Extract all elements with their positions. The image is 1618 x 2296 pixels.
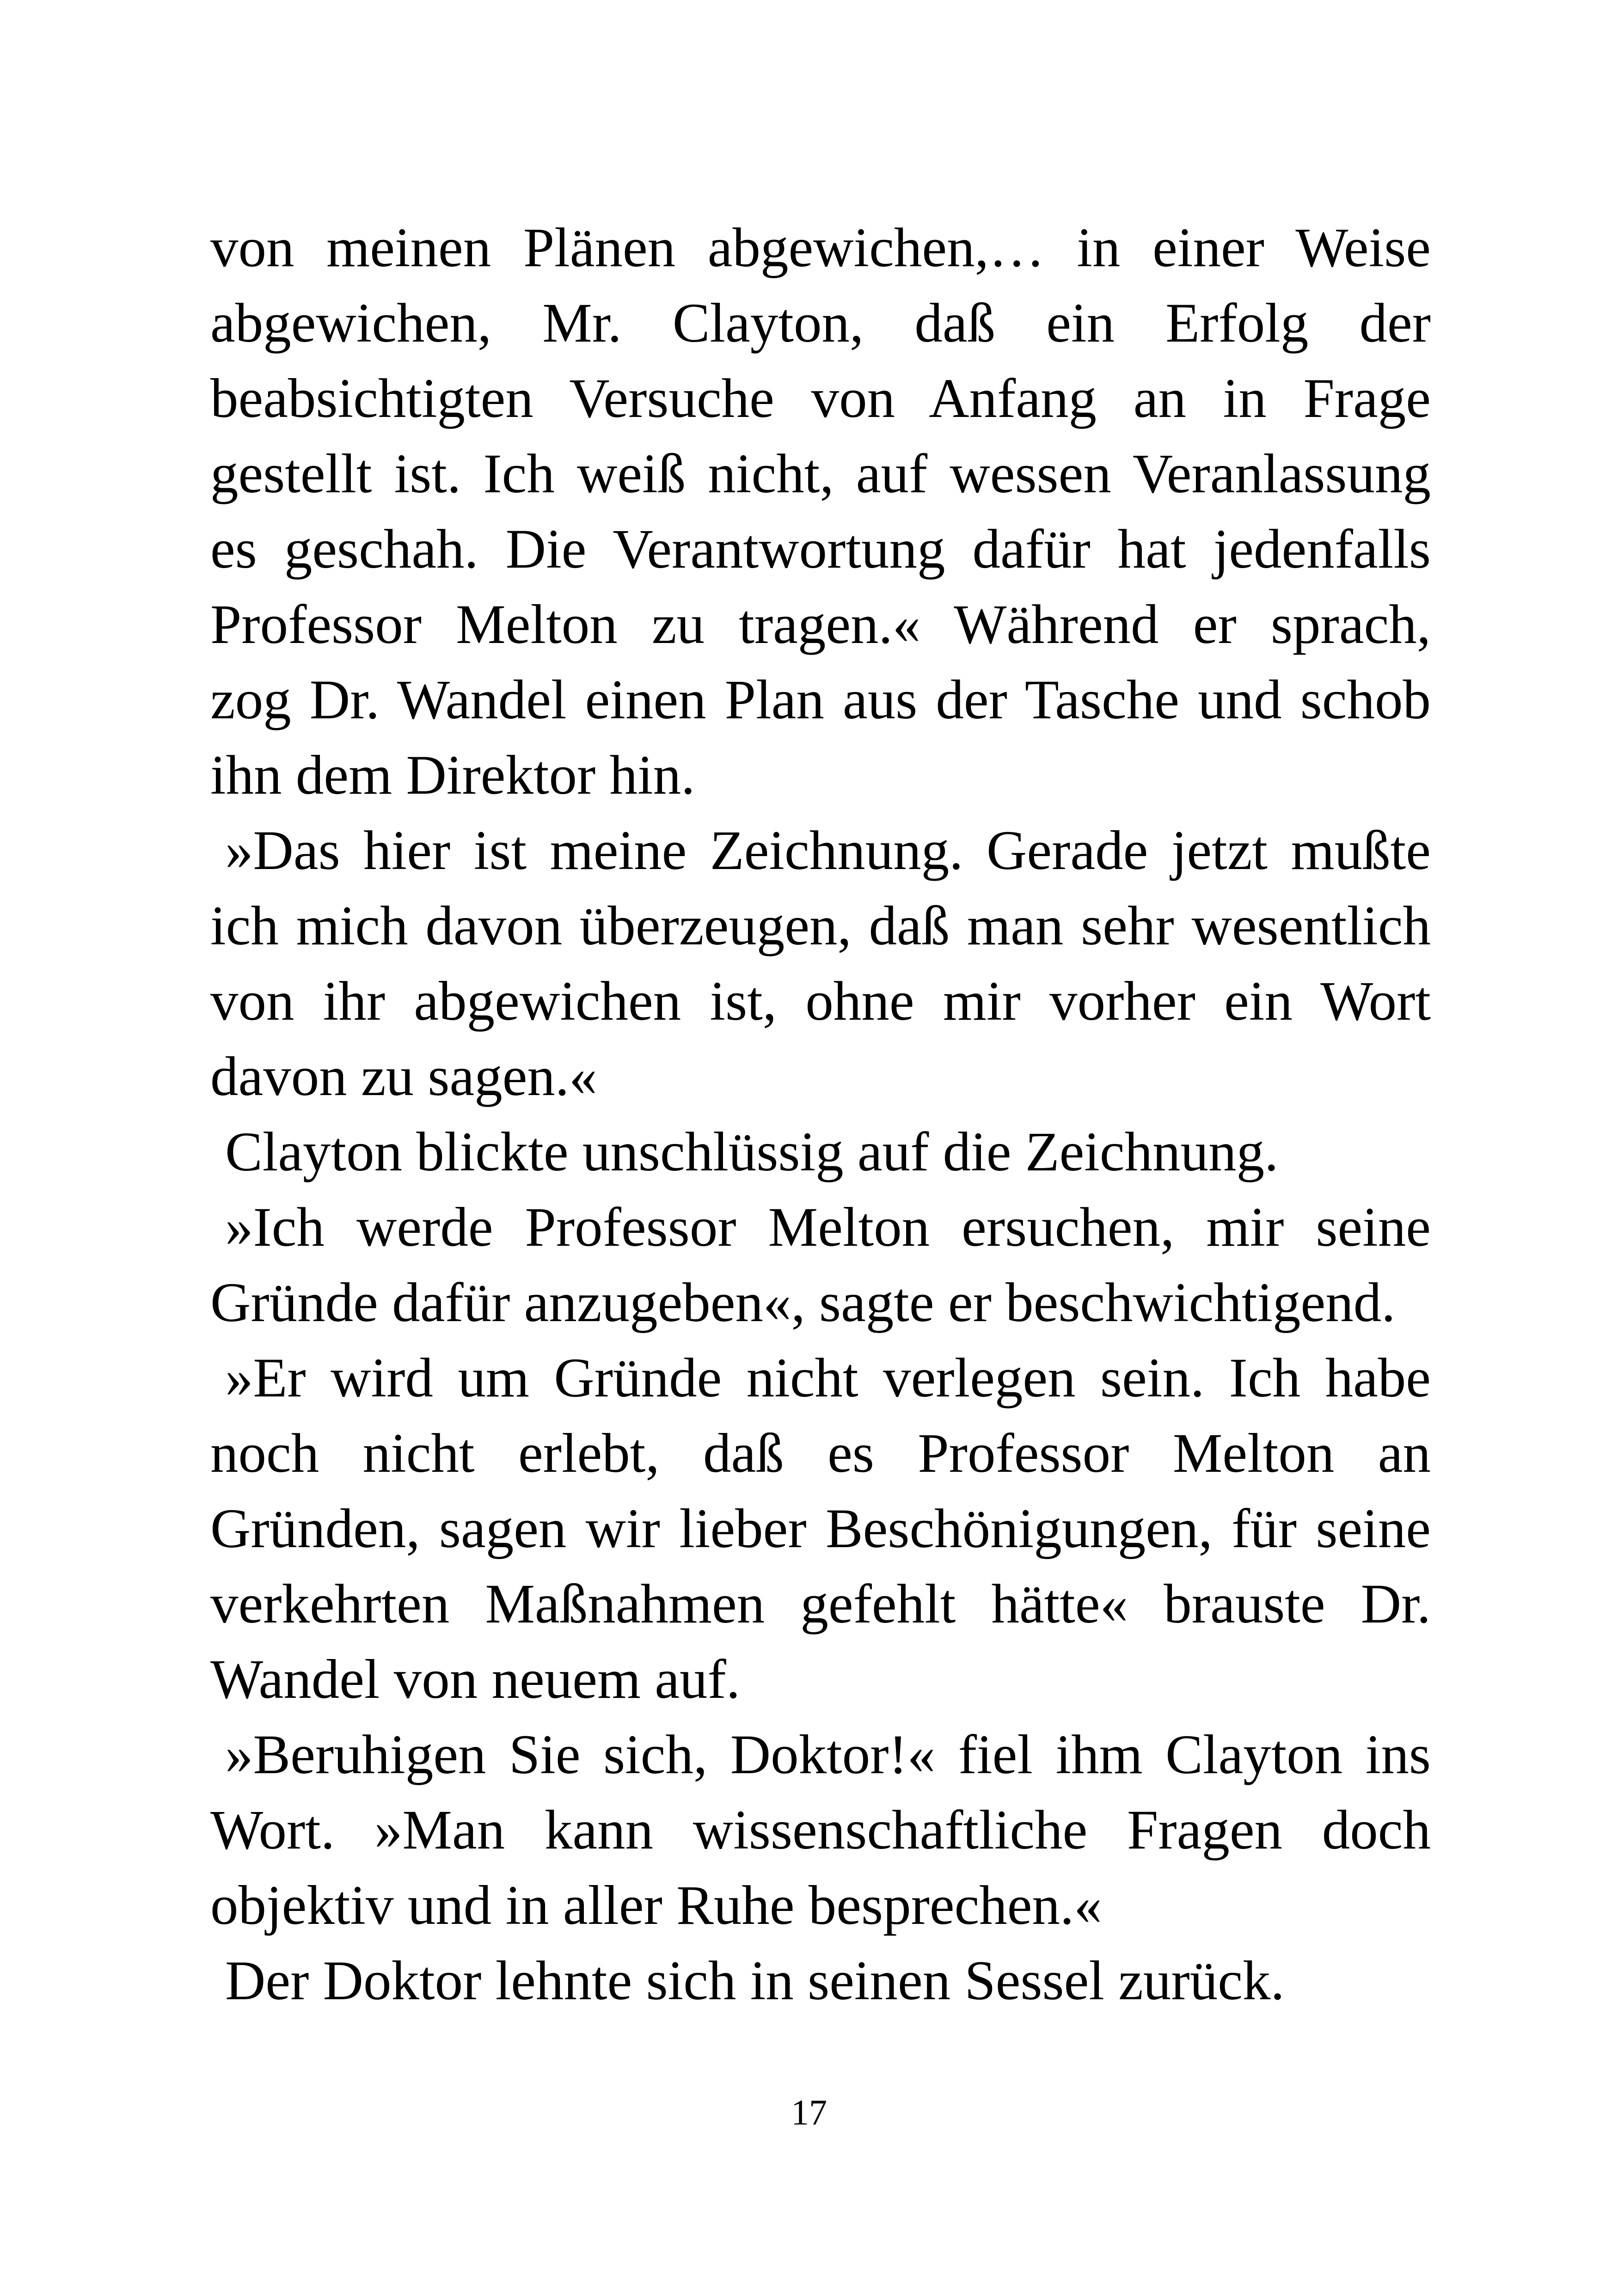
text-line: abgewichen, Mr. Clayton, daß ein Erfolg der: [210, 292, 1431, 354]
text-line: »Das hier ist meine Zeichnung. Gerade jetzt mußte: [225, 820, 1431, 882]
text-line: Clayton blickte unschlüssig auf die Zeichnung.: [225, 1121, 1279, 1183]
text-line: zog Dr. Wandel einen Plan aus der Tasche und schob: [210, 669, 1431, 731]
text-line: Gründen, sagen wir lieber Beschönigungen, für seine: [210, 1498, 1431, 1560]
text-line: »Beruhigen Sie sich, Doktor!« fiel ihm Clayton ins: [225, 1724, 1431, 1786]
text-line: verkehrten Maßnahmen gefehlt hätte« brauste Dr.: [210, 1573, 1431, 1635]
text-line: Gründe dafür anzugeben«, sagte er beschwichtigend.: [210, 1272, 1396, 1334]
page-number: 17: [791, 2092, 827, 2132]
text-line: Professor Melton zu tragen.« Während er sprach,: [210, 594, 1431, 655]
text-line: Wandel von neuem auf.: [210, 1648, 741, 1710]
text-line: ich mich davon überzeugen, daß man sehr wesentlich: [210, 895, 1431, 957]
text-line: beabsichtigten Versuche von Anfang an in Frage: [210, 367, 1431, 429]
text-line: objektiv und in aller Ruhe besprechen.«: [210, 1874, 1102, 1936]
text-line: ihn dem Direktor hin.: [210, 744, 695, 806]
text-line: davon zu sagen.«: [210, 1046, 597, 1108]
text-line: »Ich werde Professor Melton ersuchen, mir seine: [225, 1196, 1431, 1258]
text-line: Wort. »Man kann wissenschaftliche Fragen doch: [210, 1799, 1431, 1861]
text-line: »Er wird um Gründe nicht verlegen sein. Ich habe: [225, 1347, 1431, 1409]
text-line: es geschah. Die Verantwortung dafür hat jedenfalls: [210, 518, 1431, 580]
text-line: noch nicht erlebt, daß es Professor Melton an: [210, 1422, 1431, 1484]
text-line: gestellt ist. Ich weiß nicht, auf wessen Veranlassung: [210, 443, 1431, 505]
text-line: Der Doktor lehnte sich in seinen Sessel zurück.: [225, 1950, 1285, 2012]
body-text: [210, 210, 1431, 2019]
text-line: von meinen Plänen abgewichen,… in einer Weise: [210, 217, 1431, 279]
text-line: von ihr abgewichen ist, ohne mir vorher ein Wort: [210, 970, 1431, 1032]
